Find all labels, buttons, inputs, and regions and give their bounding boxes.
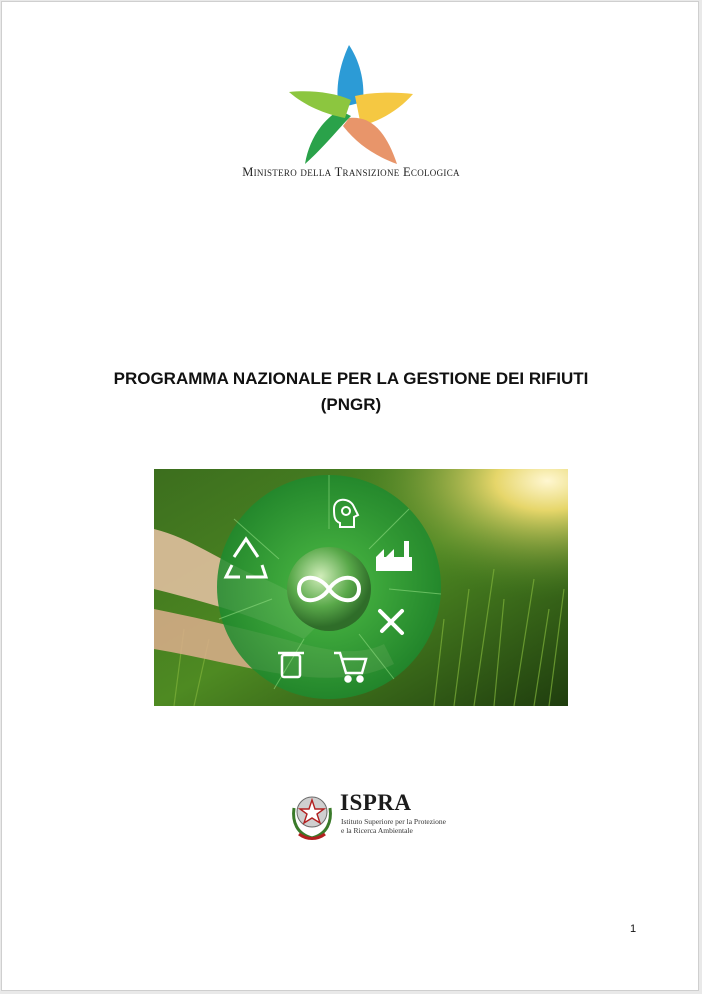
page-number: 1 (630, 923, 637, 935)
ispra-logo (289, 788, 459, 844)
ministry-name: Ministero della Transizione Ecologica (242, 165, 460, 179)
ispra-name: ISPRA (340, 790, 412, 815)
ispra-subtitle (341, 817, 461, 835)
title-line-1: PROGRAMMA NAZIONALE PER LA GESTIONE DEI RIFIUTI (113, 369, 589, 388)
italian-republic-emblem-icon (289, 788, 335, 842)
ministry-star-logo-icon (287, 42, 417, 167)
document-page (1, 1, 699, 991)
ispra-subtitle-line-1: Istituto Superiore per la Protezione (341, 817, 446, 826)
title-line-2: (PNGR) (320, 395, 382, 414)
ispra-subtitle-line-2: e la Ricerca Ambientale (341, 826, 413, 835)
document-title (2, 366, 700, 418)
cover-image (154, 469, 568, 706)
